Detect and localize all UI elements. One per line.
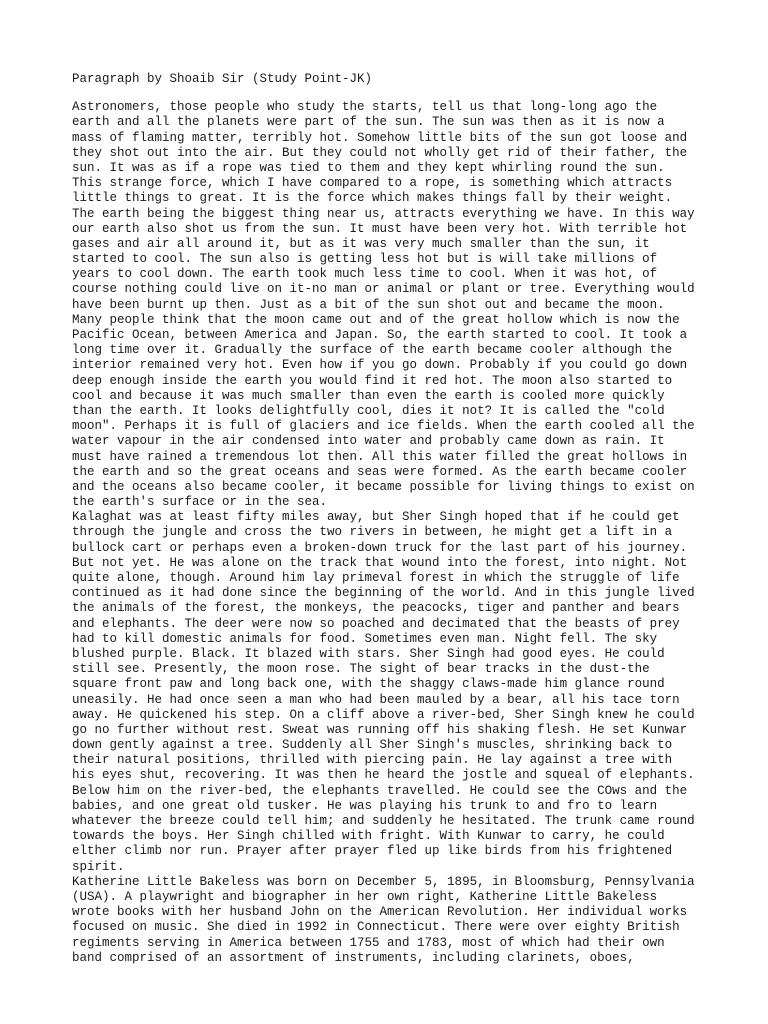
- paragraph-3: [72, 875, 712, 966]
- document-page: [72, 72, 712, 966]
- text-line: they shot out into the air. But they could not wholly get rid of their father, the: [72, 145, 688, 160]
- text-line: still see. Presently, the moon rose. The sight of bear tracks in the dust-the: [72, 662, 650, 677]
- document-heading: Paragraph by Shoaib Sir (Study Point-JK): [72, 72, 373, 86]
- text-line: interior remained very hot. Even how if you go down. Probably if you could go down: [72, 358, 688, 373]
- text-line: elther climb nor run. Prayer after prayer fled up like birds from his frightened: [72, 844, 673, 859]
- text-line: focused on music. She died in 1992 in Connecticut. There were over eighty British: [72, 920, 680, 935]
- text-line: square front paw and long back one, with the shaggy claws-made him glance round: [72, 677, 665, 692]
- text-line: and the oceans also became cooler, it became possible for living things to exist on: [72, 479, 695, 494]
- text-line: deep enough inside the earth you would find it red hot. The moon also started to: [72, 373, 673, 388]
- text-line: gases and air all around it, but as it was very much smaller than the sun, it: [72, 236, 650, 251]
- text-line: Many people think that the moon came out and of the great hollow which is now the: [72, 312, 680, 327]
- text-line: bullock cart or perhaps even a broken-down truck for the last part of his journey.: [72, 540, 688, 555]
- text-line: This strange force, which I have compared to a rope, is something which attracts: [72, 176, 673, 191]
- text-line: through the jungle and cross the two rivers in between, he might get a lift in a: [72, 525, 673, 540]
- text-line: the earth's surface or in the sea.: [72, 495, 328, 510]
- text-line: have been burnt up then. Just as a bit of the sun shot out and became the moon.: [72, 297, 665, 312]
- paragraph-2: [72, 510, 712, 875]
- text-line: than the earth. It looks delightfully cool, dies it not? It is called the "cold: [72, 403, 665, 418]
- text-line: uneasily. He had once seen a man who had been mauled by a bear, all his tace torn: [72, 692, 680, 707]
- text-line: Below him on the river-bed, the elephants travelled. He could see the COws and the: [72, 783, 688, 798]
- text-line: away. He quickened his step. On a cliff above a river-bed, Sher Singh knew he could: [72, 707, 695, 722]
- text-line: our earth also shot us from the sun. It must have been very hot. With terrible hot: [72, 221, 688, 236]
- text-line: Astronomers, those people who study the starts, tell us that long-long ago the: [72, 100, 658, 115]
- text-line: Pacific Ocean, between America and Japan. So, the earth started to cool. It took a: [72, 328, 688, 343]
- text-line: had to kill domestic animals for food. Sometimes even man. Night fell. The sky: [72, 631, 658, 646]
- text-line: mass of flaming matter, terribly hot. Somehow little bits of the sun got loose and: [72, 130, 688, 145]
- text-line: must have rained a tremendous lot then. All this water filled the great hollows in: [72, 449, 688, 464]
- text-line: started to cool. The sun also is getting less hot but is will take millions of: [72, 252, 658, 267]
- text-line: quite alone, though. Around him lay primeval forest in which the struggle of life: [72, 571, 680, 586]
- document-body: [72, 100, 712, 966]
- text-line: earth and all the planets were part of the sun. The sun was then as it is now a: [72, 115, 665, 130]
- text-line: his eyes shut, recovering. It was then he heard the jostle and squeal of elephants.: [72, 768, 695, 783]
- text-line: Katherine Little Bakeless was born on December 5, 1895, in Bloomsburg, Pennsylvania: [72, 874, 695, 889]
- text-line: the animals of the forest, the monkeys, the peacocks, tiger and panther and bears: [72, 601, 680, 616]
- text-line: down gently against a tree. Suddenly all Sher Singh's muscles, shrinking back to: [72, 738, 673, 753]
- text-line: Kalaghat was at least fifty miles away, but Sher Singh hoped that if he could get: [72, 510, 680, 525]
- text-line: blushed purple. Black. It blazed with stars. Sher Singh had good eyes. He could: [72, 646, 665, 661]
- paragraph-1: [72, 100, 712, 510]
- text-line: water vapour in the air condensed into water and probably came down as rain. It: [72, 434, 665, 449]
- text-line: regiments serving in America between 1755 and 1783, most of which had their own: [72, 935, 665, 950]
- text-line: band comprised of an assortment of instruments, including clarinets, oboes,: [72, 950, 635, 965]
- text-line: course nothing could live on it-no man or animal or plant or tree. Everything would: [72, 282, 695, 297]
- text-line: long time over it. Gradually the surface of the earth became cooler although the: [72, 343, 673, 358]
- text-line: wrote books with her husband John on the American Revolution. Her individual works: [72, 905, 688, 920]
- text-line: (USA). A playwright and biographer in her own right, Katherine Little Bakeless: [72, 889, 658, 904]
- text-line: go no further without rest. Sweat was running off his shaking flesh. He set Kunwar: [72, 722, 688, 737]
- text-line: moon". Perhaps it is full of glaciers and ice fields. When the earth cooled all the: [72, 419, 695, 434]
- text-line: cool and because it was much smaller than even the earth is cooled more quickly: [72, 388, 665, 403]
- text-line: their natural positions, thrilled with piercing pain. He lay against a tree with: [72, 753, 673, 768]
- text-line: years to cool down. The earth took much less time to cool. When it was hot, of: [72, 267, 658, 282]
- text-line: continued as it had done since the beginning of the world. And in this jungle lived: [72, 586, 695, 601]
- text-line: The earth being the biggest thing near us, attracts everything we have. In this way: [72, 206, 695, 221]
- text-line: and elephants. The deer were now so poached and decimated that the beasts of prey: [72, 616, 680, 631]
- text-line: whatever the breeze could tell him; and suddenly he hesitated. The trunk came round: [72, 814, 695, 829]
- text-line: towards the boys. Her Singh chilled with fright. With Kunwar to carry, he could: [72, 829, 665, 844]
- text-line: sun. It was as if a rope was tied to them and they kept whirling round the sun.: [72, 160, 665, 175]
- text-line: little things to great. It is the force which makes things fall by their weight.: [72, 191, 673, 206]
- text-line: But not yet. He was alone on the track that wound into the forest, into night. Not: [72, 555, 688, 570]
- text-line: babies, and one great old tusker. He was playing his trunk to and fro to learn: [72, 798, 658, 813]
- text-line: spirit.: [72, 859, 125, 874]
- text-line: the earth and so the great oceans and seas were formed. As the earth became cooler: [72, 464, 688, 479]
